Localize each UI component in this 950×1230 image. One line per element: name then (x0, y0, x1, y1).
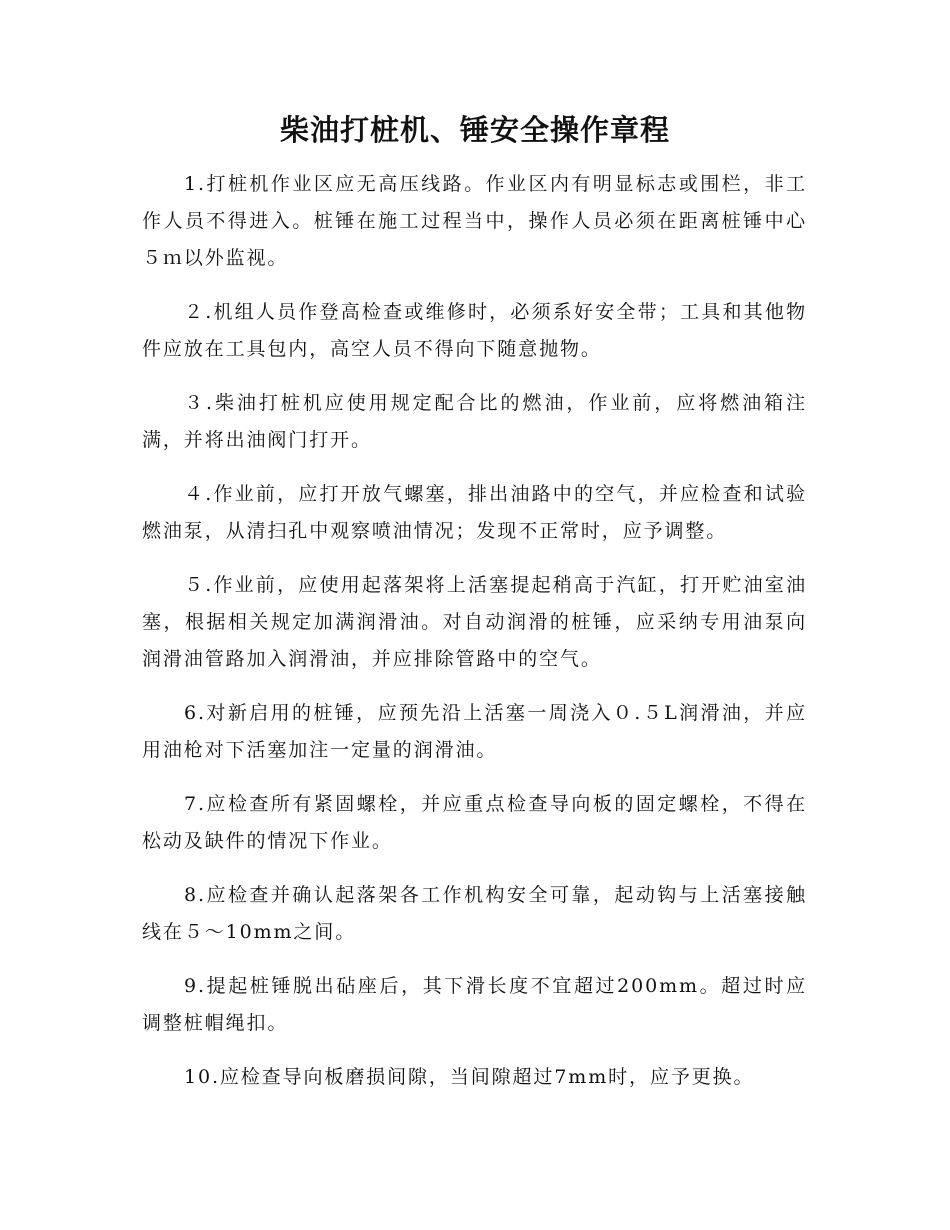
paragraph-7: 7.应检查所有紧固螺栓，并应重点检查导向板的固定螺栓，不得在松动及缺件的情况下作业。 (142, 793, 807, 852)
paragraph-10: 10.应检查导向板磨损间隙，当间隙超过7mm时，应予更换。 (184, 1066, 755, 1088)
paragraph-4: ４.作业前，应打开放气螺塞，排出油路中的空气，并应检查和试验燃油泵，从清扫孔中观察喷油情况；发现不正常时，应予调整。 (142, 483, 807, 542)
paragraph-2: ２.机组人员作登高检查或维修时，必须系好安全带；工具和其他物件应放在工具包内，高空人员不得向下随意抛物。 (142, 301, 807, 360)
paragraph-9: 9.提起桩锤脱出砧座后，其下滑长度不宜超过200mm。超过时应调整桩帽绳扣。 (142, 975, 807, 1034)
document-body (142, 166, 807, 1113)
document-title: 柴油打桩机、锤安全操作章程 (279, 113, 670, 147)
paragraph-6: 6.对新启用的桩锤，应预先沿上活塞一周浇入０.５L润滑油，并应用油枪对下活塞加注一定量的润滑油。 (142, 702, 807, 761)
paragraph-1: 1.打桩机作业区应无高压线路。作业区内有明显标志或围栏，非工作人员不得进入。桩锤在施工过程当中，操作人员必须在距离桩锤中心５ｍ以外监视。 (142, 173, 807, 269)
paragraph-5: ５.作业前，应使用起落架将上活塞提起稍高于汽缸，打开贮油室油塞，根据相关规定加满润滑油。对自动润滑的桩锤，应采纳专用油泵向润滑油管路加入润滑油，并应排除管路中的空气。 (142, 574, 807, 670)
paragraph-3: ３.柴油打桩机应使用规定配合比的燃油，作业前，应将燃油箱注满，并将出油阀门打开。 (142, 392, 807, 451)
paragraph-8: 8.应检查并确认起落架各工作机构安全可靠，起动钩与上活塞接触线在５～10mm之间。 (142, 884, 807, 943)
